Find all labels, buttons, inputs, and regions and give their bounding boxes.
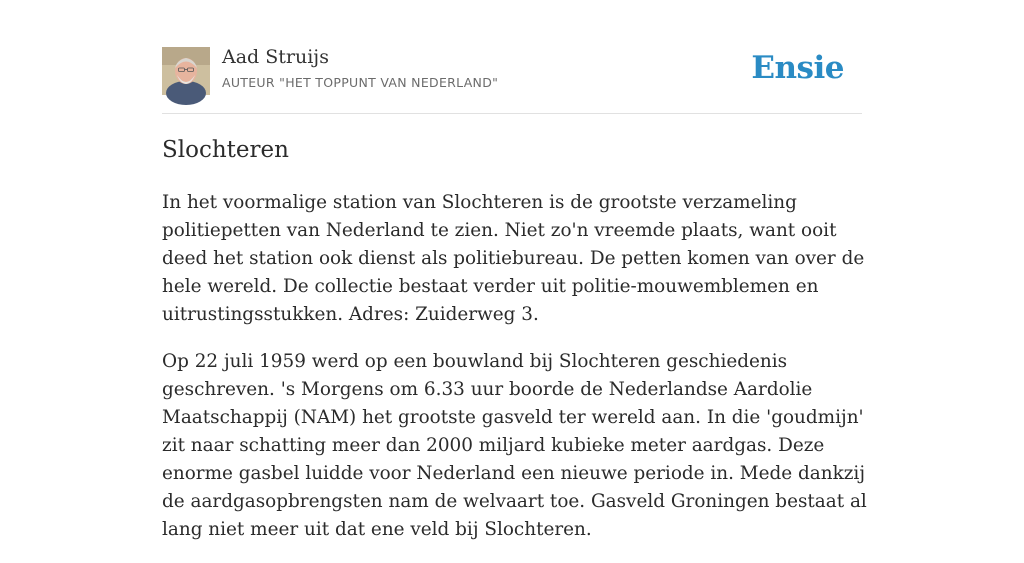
author-role: AUTEUR "HET TOPPUNT VAN NEDERLAND" bbox=[222, 75, 499, 90]
article-title: Slochteren bbox=[162, 137, 289, 163]
article-body bbox=[162, 189, 868, 563]
author-name[interactable]: Aad Struijs bbox=[222, 46, 329, 68]
avatar-photo bbox=[162, 47, 210, 95]
article-paragraph: Op 22 juli 1959 werd op een bouwland bij Slochteren geschiedenis geschreven. 's Morgens om 6.33 uur boorde de Nederlandse Aardolie Maatschappij (NAM) het grootste gasveld ter wereld aan. In die 'goudmijn' zit naar schatting meer dan 2000 miljard kubieke meter aardgas. Deze enorme gasbel luidde voor Nederland een nieuwe periode in. Mede dankzij de aardgasopbrengsten nam de welvaart toe. Gasveld Groningen bestaat al lang niet meer uit dat ene veld bij Slochteren. bbox=[162, 351, 867, 540]
header-divider bbox=[162, 113, 862, 114]
author-avatar[interactable] bbox=[162, 47, 210, 95]
article-paragraph: In het voormalige station van Slochteren is de grootste verzameling politiepetten van Nederland te zien. Niet zo'n vreemde plaats, want ooit deed het station ook dienst als politiebureau. De petten komen van over de hele wereld. De collectie bestaat verder uit politie-mouwemblemen en uitrustingsstukken. Adres: Zuiderweg 3. bbox=[162, 192, 865, 325]
author-header bbox=[162, 46, 862, 96]
ensie-logo[interactable]: Ensie bbox=[751, 50, 844, 86]
